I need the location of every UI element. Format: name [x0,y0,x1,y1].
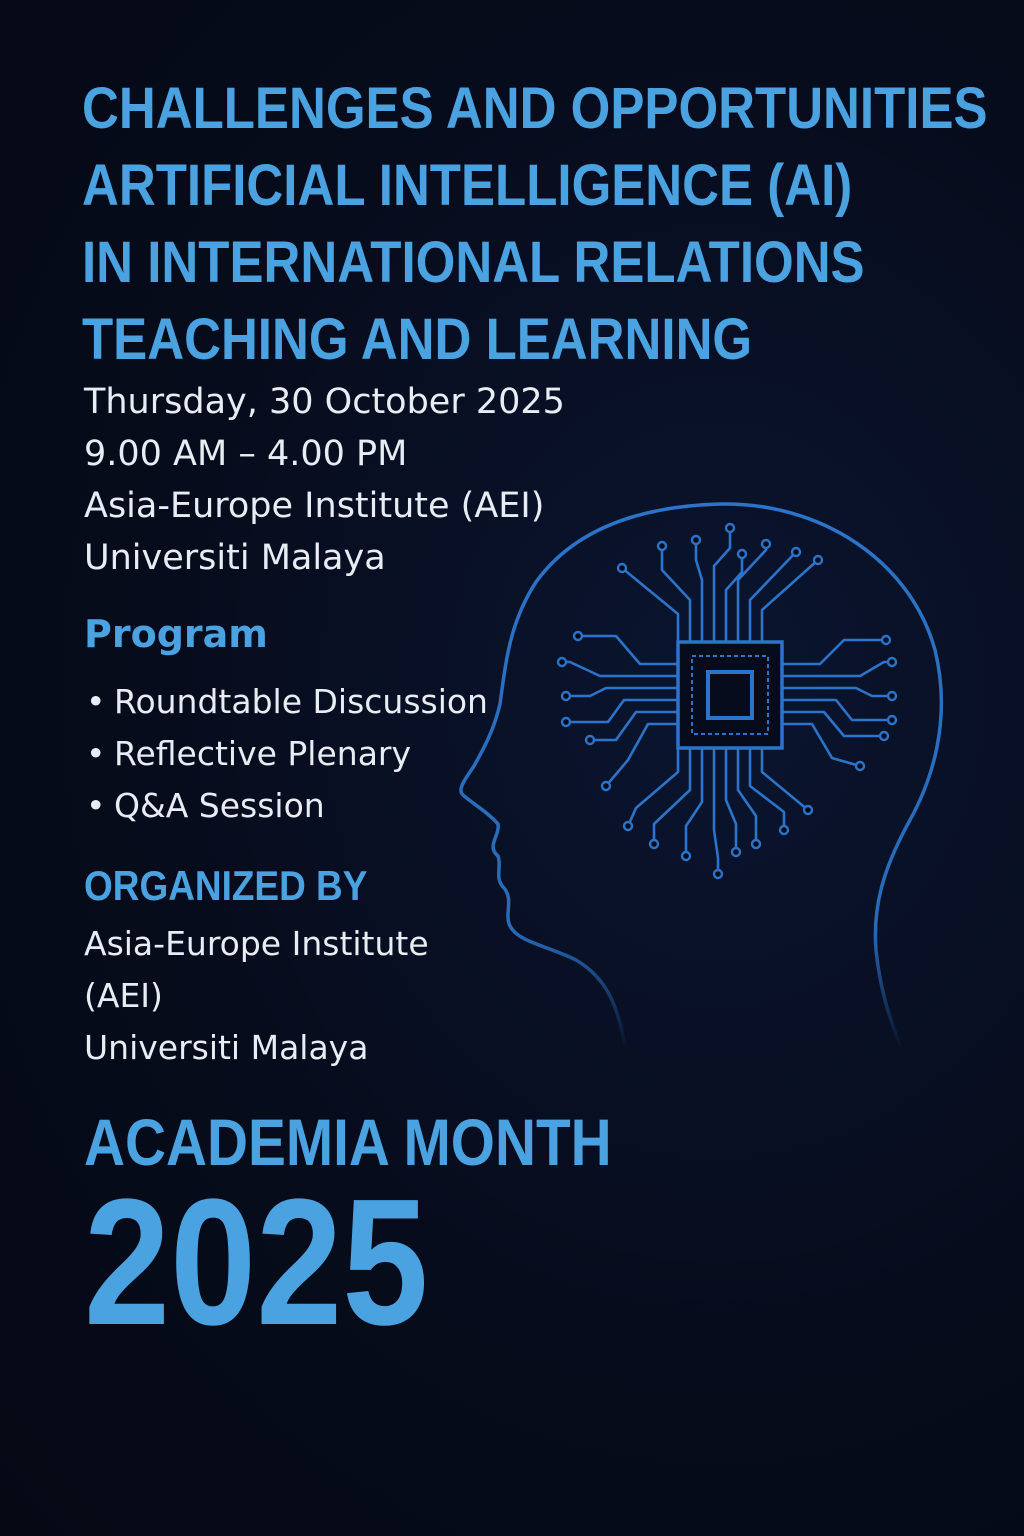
event-venue-line-2: Universiti Malaya [84,538,386,578]
event-date: Thursday, 30 October 2025 [84,382,565,422]
bullet-icon: • [86,734,106,773]
event-venue-line-1: Asia-Europe Institute (AEI) [84,486,545,526]
program-item [86,728,488,780]
program-item [86,780,488,832]
event-year: 2025 [84,1162,429,1363]
event-time: 9.00 AM – 4.00 PM [84,434,408,474]
program-item-label: Roundtable Discussion [114,682,488,721]
organizer-line-3: Universiti Malaya [84,1028,369,1067]
event-details [84,376,565,584]
bullet-icon: • [86,786,106,825]
academia-month-label: ACADEMIA MONTH [84,1105,612,1179]
organizer-heading: ORGANIZED BY [84,862,368,909]
title-line-2: ARTIFICIAL INTELLIGENCE (AI) [82,153,853,218]
organizer-line-2: (AEI) [84,976,163,1015]
program-heading: Program [84,612,268,656]
bullet-icon: • [86,682,106,721]
organizer-details [84,918,429,1074]
program-item-label: Q&A Session [114,786,325,825]
title-line-1: CHALLENGES AND OPPORTUNITIES [82,76,988,141]
title-line-4: TEACHING AND LEARNING [82,307,753,372]
program-list [86,676,488,832]
program-item [86,676,488,728]
event-title [82,70,988,378]
program-item-label: Reflective Plenary [114,734,412,773]
title-line-3: IN INTERNATIONAL RELATIONS [82,230,865,295]
organizer-line-1: Asia-Europe Institute [84,924,429,963]
